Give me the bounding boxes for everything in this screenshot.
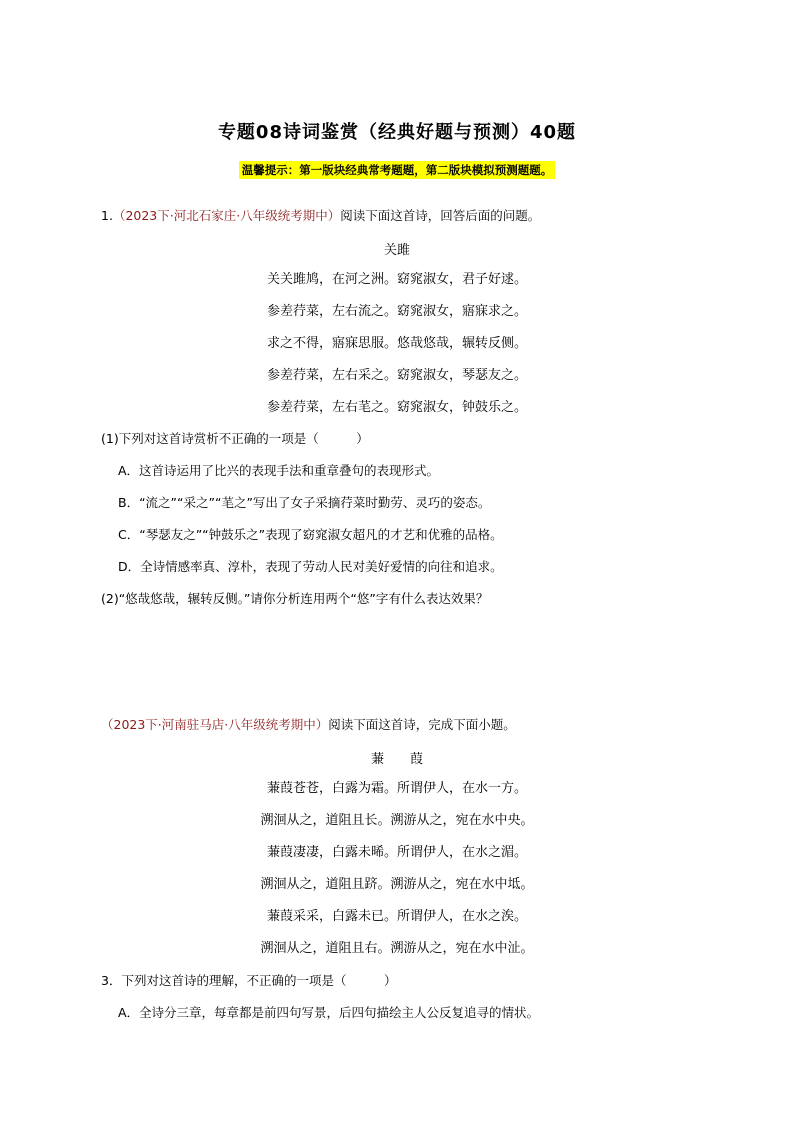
poem-line: 溯洄从之，道阻且跻。溯游从之，宛在水中坻。 bbox=[260, 877, 534, 892]
question-1-header bbox=[101, 207, 540, 225]
poem-title: 蒹 葭 bbox=[370, 752, 423, 767]
question-source: （2023下·河北石家庄·八年级统考期中） bbox=[112, 208, 341, 223]
option-a: A．全诗分三章，每章都是前四句写景，后四句描绘主人公反复追寻的情状。 bbox=[118, 1005, 540, 1020]
poem-line: 蒹葭凄凄，白露未晞。所谓伊人，在水之湄。 bbox=[266, 845, 527, 860]
tip-text: 温馨提示：第一版块经典常考题题，第二版块模拟预测题题。 bbox=[239, 161, 556, 179]
poem-line: 溯洄从之，道阻且长。溯游从之，宛在水中央。 bbox=[260, 813, 534, 828]
option-b: B．“流之”“采之”“芼之”写出了女子采摘荇菜时勤劳、灵巧的姿态。 bbox=[118, 495, 491, 510]
poem-line: 蒹葭苍苍，白露为霜。所谓伊人，在水一方。 bbox=[266, 781, 527, 796]
question-2-header bbox=[101, 716, 516, 734]
question-source: （2023下·河南驻马店·八年级统考期中） bbox=[101, 717, 329, 732]
poem-line: 参差荇菜，左右芼之。窈窕淑女，钟鼓乐之。 bbox=[266, 400, 527, 415]
option-c: C．“琴瑟友之”“钟鼓乐之”表现了窈窕淑女超凡的才艺和优雅的品格。 bbox=[118, 527, 503, 542]
page-title: 专题08诗词鉴赏（经典好题与预测）40题 bbox=[217, 122, 577, 143]
poem-line: 求之不得，寤寐思服。悠哉悠哉，辗转反侧。 bbox=[266, 336, 527, 351]
subquestion-1: (1)下列对这首诗赏析不正确的一项是（ ） bbox=[101, 431, 369, 446]
poem-line: 参差荇菜，左右流之。窈窕淑女，寤寐求之。 bbox=[266, 304, 527, 319]
question-prompt: 阅读下面这首诗，回答后面的问题。 bbox=[340, 208, 541, 223]
tip-banner bbox=[0, 159, 794, 179]
option-a: A．这首诗运用了比兴的表现手法和重章叠句的表现形式。 bbox=[118, 463, 440, 478]
poem-title: 关雎 bbox=[383, 243, 410, 258]
question-prompt: 阅读下面这首诗，完成下面小题。 bbox=[328, 717, 516, 732]
question-3-stem: 3．下列对这首诗的理解，不正确的一项是（ ） bbox=[101, 973, 397, 988]
poem-line: 参差荇菜，左右采之。窈窕淑女，琴瑟友之。 bbox=[266, 368, 527, 383]
subquestion-2: (2)“悠哉悠哉，辗转反侧。”请你分析连用两个“悠”字有什么表达效果？ bbox=[101, 591, 489, 606]
poem-line: 蒹葭采采，白露未已。所谓伊人，在水之涘。 bbox=[266, 909, 527, 924]
poem-line: 关关雎鸠，在河之洲。窈窕淑女，君子好逑。 bbox=[266, 272, 527, 287]
option-d: D．全诗情感率真、淳朴，表现了劳动人民对美好爱情的向往和追求。 bbox=[118, 559, 503, 574]
poem-line: 溯洄从之，道阻且右。溯游从之，宛在水中沚。 bbox=[260, 941, 534, 956]
question-number: 1. bbox=[101, 208, 113, 223]
